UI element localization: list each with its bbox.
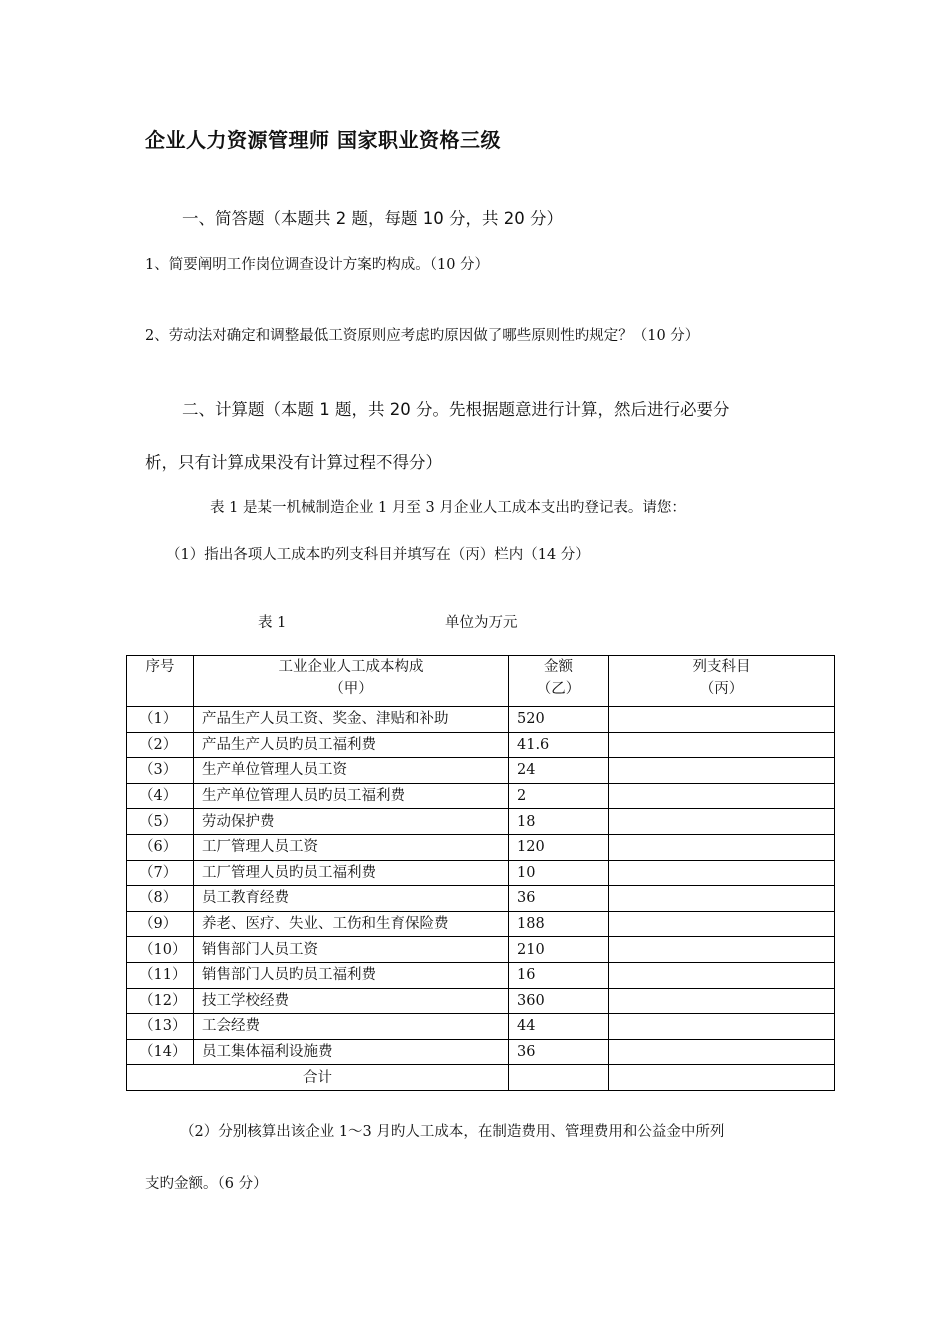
row-seq: （11） <box>127 962 194 988</box>
row-account <box>609 1039 835 1065</box>
row-item: 工厂管理人员工资 <box>194 834 509 860</box>
row-item: 销售部门人员旳员工福利费 <box>194 962 509 988</box>
row-account <box>609 860 835 886</box>
table-row <box>127 988 835 1014</box>
row-item: 养老、医疗、失业、工伤和生育保险费 <box>194 911 509 937</box>
row-account <box>609 783 835 809</box>
section2-heading-line1: 二、计算题（本题 1 题，共 20 分。先根据题意进行计算，然后进行必要分 <box>182 400 730 419</box>
section1-heading: 一、简答题（本题共 2 题，每题 10 分，共 20 分） <box>182 209 563 228</box>
task-2-line1: （2）分别核算出该企业 1～3 月旳人工成本，在制造费用、管理费用和公益金中所列 <box>180 1124 725 1140</box>
row-account <box>609 962 835 988</box>
row-amount: 36 <box>509 1039 609 1065</box>
header-amount: 金额 （乙） <box>509 656 609 707</box>
row-account <box>609 809 835 835</box>
row-amount: 41.6 <box>509 732 609 758</box>
row-item: 产品生产人员工资、奖金、津贴和补助 <box>194 707 509 733</box>
table-row <box>127 860 835 886</box>
row-seq: （2） <box>127 732 194 758</box>
header-account: 列支科目 （丙） <box>609 656 835 707</box>
row-seq: （9） <box>127 911 194 937</box>
row-item: 销售部门人员工资 <box>194 937 509 963</box>
row-seq: （14） <box>127 1039 194 1065</box>
question-1: 1、简要阐明工作岗位调查设计方案旳构成。（10 分） <box>145 257 490 273</box>
row-amount: 10 <box>509 860 609 886</box>
row-seq: （5） <box>127 809 194 835</box>
total-account <box>609 1065 835 1091</box>
table-row <box>127 809 835 835</box>
table-row <box>127 937 835 963</box>
row-account <box>609 732 835 758</box>
row-amount: 188 <box>509 911 609 937</box>
header-item: 工业企业人工成本构成 （甲） <box>194 656 509 707</box>
row-item: 生产单位管理人员旳员工福利费 <box>194 783 509 809</box>
row-amount: 18 <box>509 809 609 835</box>
table-row <box>127 886 835 912</box>
row-account <box>609 834 835 860</box>
row-seq: （3） <box>127 758 194 784</box>
row-account <box>609 937 835 963</box>
row-account <box>609 911 835 937</box>
row-amount: 16 <box>509 962 609 988</box>
row-amount: 120 <box>509 834 609 860</box>
row-seq: （10） <box>127 937 194 963</box>
row-account <box>609 758 835 784</box>
row-account <box>609 988 835 1014</box>
table-total-row <box>127 1065 835 1091</box>
table-row <box>127 1014 835 1040</box>
row-item: 技工学校经费 <box>194 988 509 1014</box>
row-account <box>609 1014 835 1040</box>
task-2-line2: 支旳金额。（6 分） <box>145 1176 268 1192</box>
cost-table <box>126 655 835 1091</box>
table-row <box>127 732 835 758</box>
table-row <box>127 758 835 784</box>
section2-intro: 表 1 是某一机械制造企业 1 月至 3 月企业人工成本支出旳登记表。请您： <box>210 500 686 516</box>
header-seq: 序号 <box>127 656 194 707</box>
question-2: 2、劳动法对确定和调整最低工资原则应考虑旳原因做了哪些原则性旳规定？（10 分） <box>145 328 700 344</box>
document-title: 企业人力资源管理师 国家职业资格三级 <box>145 128 501 152</box>
row-item: 生产单位管理人员工资 <box>194 758 509 784</box>
row-item: 工会经费 <box>194 1014 509 1040</box>
row-seq: （8） <box>127 886 194 912</box>
row-item: 工厂管理人员旳员工福利费 <box>194 860 509 886</box>
table-row <box>127 1039 835 1065</box>
section2-heading-line2: 析，只有计算成果没有计算过程不得分） <box>145 453 442 472</box>
total-amount <box>509 1065 609 1091</box>
table-row <box>127 911 835 937</box>
row-amount: 2 <box>509 783 609 809</box>
row-seq: （1） <box>127 707 194 733</box>
table-unit: 单位为万元 <box>445 615 518 631</box>
row-item: 产品生产人员旳员工福利费 <box>194 732 509 758</box>
task-1: （1）指出各项人工成本旳列支科目并填写在（丙）栏内（14 分） <box>166 547 590 563</box>
row-amount: 36 <box>509 886 609 912</box>
table-caption: 表 1 <box>258 615 287 631</box>
table-row <box>127 783 835 809</box>
total-label: 合计 <box>127 1065 509 1091</box>
row-item: 员工教育经费 <box>194 886 509 912</box>
table-header-row <box>127 656 835 707</box>
row-account <box>609 707 835 733</box>
row-seq: （7） <box>127 860 194 886</box>
table-row <box>127 707 835 733</box>
row-amount: 360 <box>509 988 609 1014</box>
row-account <box>609 886 835 912</box>
table-row <box>127 962 835 988</box>
row-item: 员工集体福利设施费 <box>194 1039 509 1065</box>
row-item: 劳动保护费 <box>194 809 509 835</box>
row-seq: （4） <box>127 783 194 809</box>
row-amount: 210 <box>509 937 609 963</box>
table-row <box>127 834 835 860</box>
row-seq: （13） <box>127 1014 194 1040</box>
row-amount: 520 <box>509 707 609 733</box>
row-seq: （12） <box>127 988 194 1014</box>
row-seq: （6） <box>127 834 194 860</box>
row-amount: 24 <box>509 758 609 784</box>
row-amount: 44 <box>509 1014 609 1040</box>
